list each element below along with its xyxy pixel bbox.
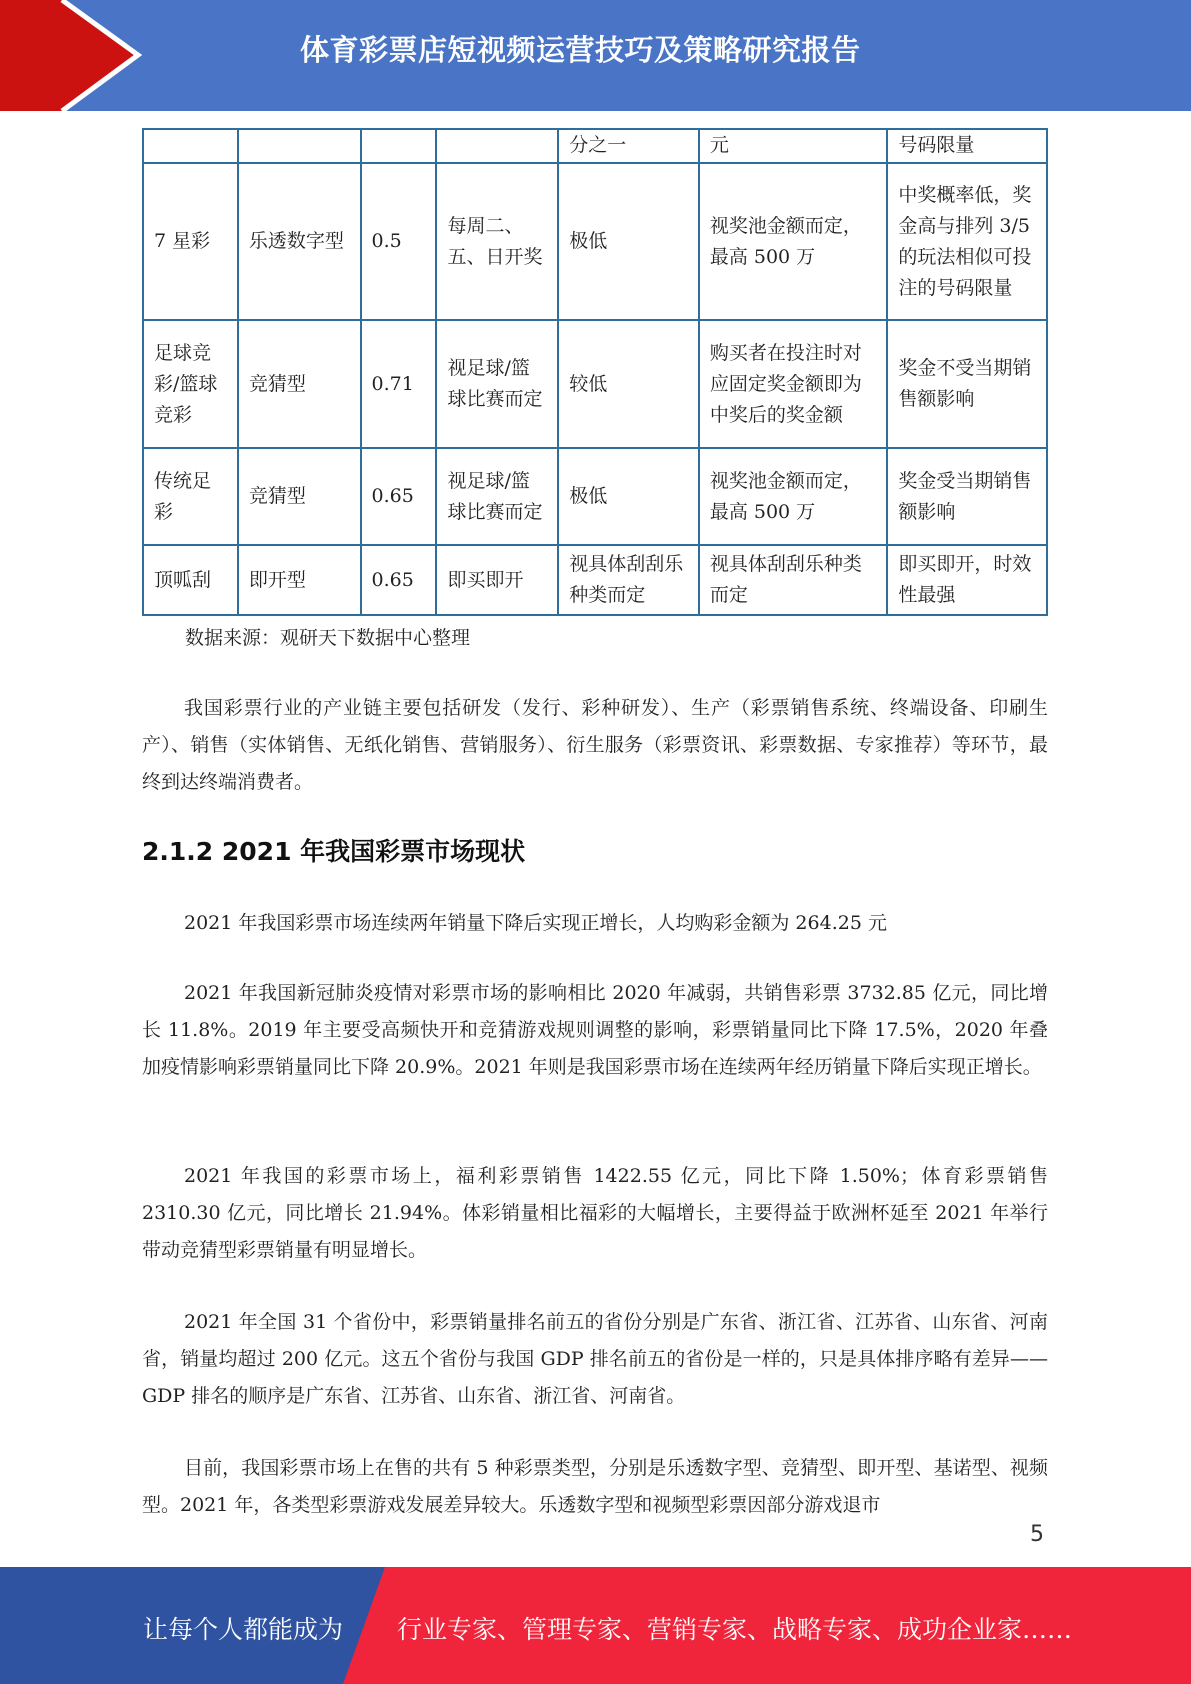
table-cell: 0.71 [361,320,437,448]
table-row [143,320,1047,448]
table-cell [361,129,437,163]
table-row [143,163,1047,320]
table-cell: 奖金受当期销售额影响 [887,448,1047,545]
table-cell: 中奖概率低，奖金高与排列 3/5 的玩法相似可投注的号码限量 [887,163,1047,320]
table-cell: 每周二、五、日开奖 [436,163,558,320]
footer-slogan-left: 让每个人都能成为 [143,1615,344,1644]
table-row [143,129,1047,163]
report-title: 体育彩票店短视频运营技巧及策略研究报告 [300,33,861,67]
page-number: 5 [1030,1522,1044,1547]
table-cell: 视足球/篮球比赛而定 [436,320,558,448]
table-cell: 乐透数字型 [238,163,361,320]
table-cell: 购买者在投注时对应固定奖金额即为中奖后的奖金额 [699,320,888,448]
section-heading: 2.1.2 2021 年我国彩票市场现状 [142,837,526,866]
table-cell [238,129,361,163]
table-cell: 即开型 [238,545,361,615]
paragraph-provinces: 2021 年全国 31 个省份中，彩票销量排名前五的省份分别是广东省、浙江省、江苏省、山东省、河南省，销量均超过 200 亿元。这五个省份与我国 GDP 排名前五的省份是一样的，只是具体排序略有差异——GDP 排名的顺序是广东省、江苏省、山东省、浙江省、河南省。 [142,1311,1048,1407]
table-cell: 极低 [558,448,699,545]
page-header [0,0,1191,111]
table-cell: 视具体刮刮乐种类而定 [699,545,888,615]
table-cell: 分之一 [558,129,699,163]
table-cell: 0.65 [361,448,437,545]
paragraph-welfare-sports: 2021 年我国的彩票市场上，福利彩票销售 1422.55 亿元，同比下降 1.50%；体育彩票销售 2310.30 亿元，同比增长 21.94%。体彩销量相比福彩的大幅增长，主要得益于欧洲杯延至 2021 年举行带动竞猜型彩票销量有明显增长。 [142,1165,1048,1261]
paragraph-lottery-types: 目前，我国彩票市场上在售的共有 5 种彩票类型，分别是乐透数字型、竞猜型、即开型、基诺型、视频型。2021 年，各类型彩票游戏发展差异较大。乐透数字型和视频型彩票因部分游戏退市 [142,1457,1048,1516]
table-cell: 视具体刮刮乐种类而定 [558,545,699,615]
table-cell: 视奖池金额而定，最高 500 万 [699,448,888,545]
table-row [143,448,1047,545]
table-cell: 竞猜型 [238,320,361,448]
table-cell: 号码限量 [887,129,1047,163]
table-cell: 视奖池金额而定，最高 500 万 [699,163,888,320]
table-cell: 传统足彩 [143,448,238,545]
table-cell: 竞猜型 [238,448,361,545]
table-cell: 极低 [558,163,699,320]
table-cell: 元 [699,129,888,163]
table-cell: 顶呱刮 [143,545,238,615]
table-cell: 视足球/篮球比赛而定 [436,448,558,545]
footer-slogan-right: 行业专家、管理专家、营销专家、战略专家、成功企业家…… [397,1615,1073,1644]
table-cell: 较低 [558,320,699,448]
table-cell: 7 星彩 [143,163,238,320]
paragraph-sales-2021: 2021 年我国新冠肺炎疫情对彩票市场的影响相比 2020 年减弱，共销售彩票 3732.85 亿元，同比增长 11.8%。2019 年主要受高频快开和竞猜游戏规则调整的影响，彩票销量同比下降 17.5%，2020 年叠加疫情影响彩票销量同比下降 20.9%。2021 年则是我国彩票市场在连续两年经历销量下降后实现正增长。 [142,982,1048,1078]
table-cell: 足球竞彩/篮球竞彩 [143,320,238,448]
table-cell: 即买即开，时效性最强 [887,545,1047,615]
table-cell: 0.5 [361,163,437,320]
table-cell: 奖金不受当期销售额影响 [887,320,1047,448]
table-cell: 即买即开 [436,545,558,615]
page-footer [0,1567,1191,1684]
paragraph-summary: 2021 年我国彩票市场连续两年销量下降后实现正增长，人均购彩金额为 264.25 元 [184,912,887,934]
paragraph-industry-chain: 我国彩票行业的产业链主要包括研发（发行、彩种研发）、生产（彩票销售系统、终端设备、印刷生产）、销售（实体销售、无纸化销售、营销服务）、衍生服务（彩票资讯、彩票数据、专家推荐）等环节，最终到达终端消费者。 [142,697,1048,793]
data-source-note: 数据来源：观研天下数据中心整理 [185,627,471,649]
table-cell [436,129,558,163]
table-cell [143,129,238,163]
table-cell: 0.65 [361,545,437,615]
lottery-types-table [142,128,1048,616]
table-row [143,545,1047,615]
